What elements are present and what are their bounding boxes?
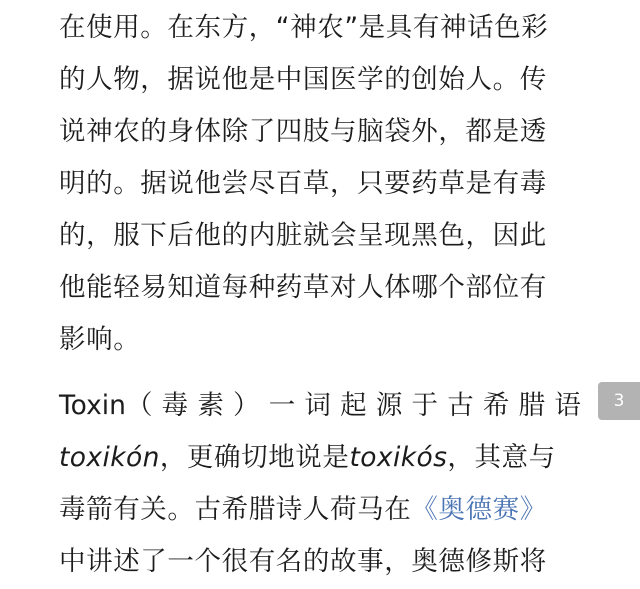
text-line: 他能轻易知道每种药草对人体哪个部位有 <box>59 272 547 303</box>
text-line: 的人物，据说他是中国医学的创始人。传 <box>59 64 547 95</box>
paragraph-shennong <box>59 2 548 366</box>
paragraph-toxin <box>59 380 590 588</box>
text-segment: （毒素）一词起源于古希腊语 <box>125 390 591 421</box>
text-line: 影响。 <box>59 324 141 355</box>
text-segment: ，更确切地说是 <box>159 442 350 473</box>
term-toxin: Toxin <box>59 390 126 421</box>
text-line: 的，服下后他的内脏就会呈现黑色，因此 <box>59 220 547 251</box>
text-segment: 毒箭有关。古希腊诗人荷马在 <box>59 494 412 525</box>
book-link-odyssey[interactable]: 《奥德赛》 <box>411 494 547 525</box>
text-line: 说神农的身体除了四肢与脑袋外，都是透 <box>59 116 547 147</box>
text-line <box>59 432 590 484</box>
text-segment: ，其意与 <box>447 442 556 473</box>
text-line: 在使用。在东方，“神农”是具有神话色彩 <box>59 12 549 43</box>
text-line <box>59 484 590 536</box>
text-line: 明的。据说他尝尽百草，只要药草是有毒 <box>59 168 547 199</box>
text-line <box>59 380 590 432</box>
text-line: 中讲述了一个很有名的故事，奥德修斯将 <box>59 546 547 577</box>
term-toxikon: toxikón <box>59 442 160 473</box>
term-toxikos: toxikós <box>349 442 448 473</box>
page-number-badge[interactable]: 3 <box>598 382 640 420</box>
